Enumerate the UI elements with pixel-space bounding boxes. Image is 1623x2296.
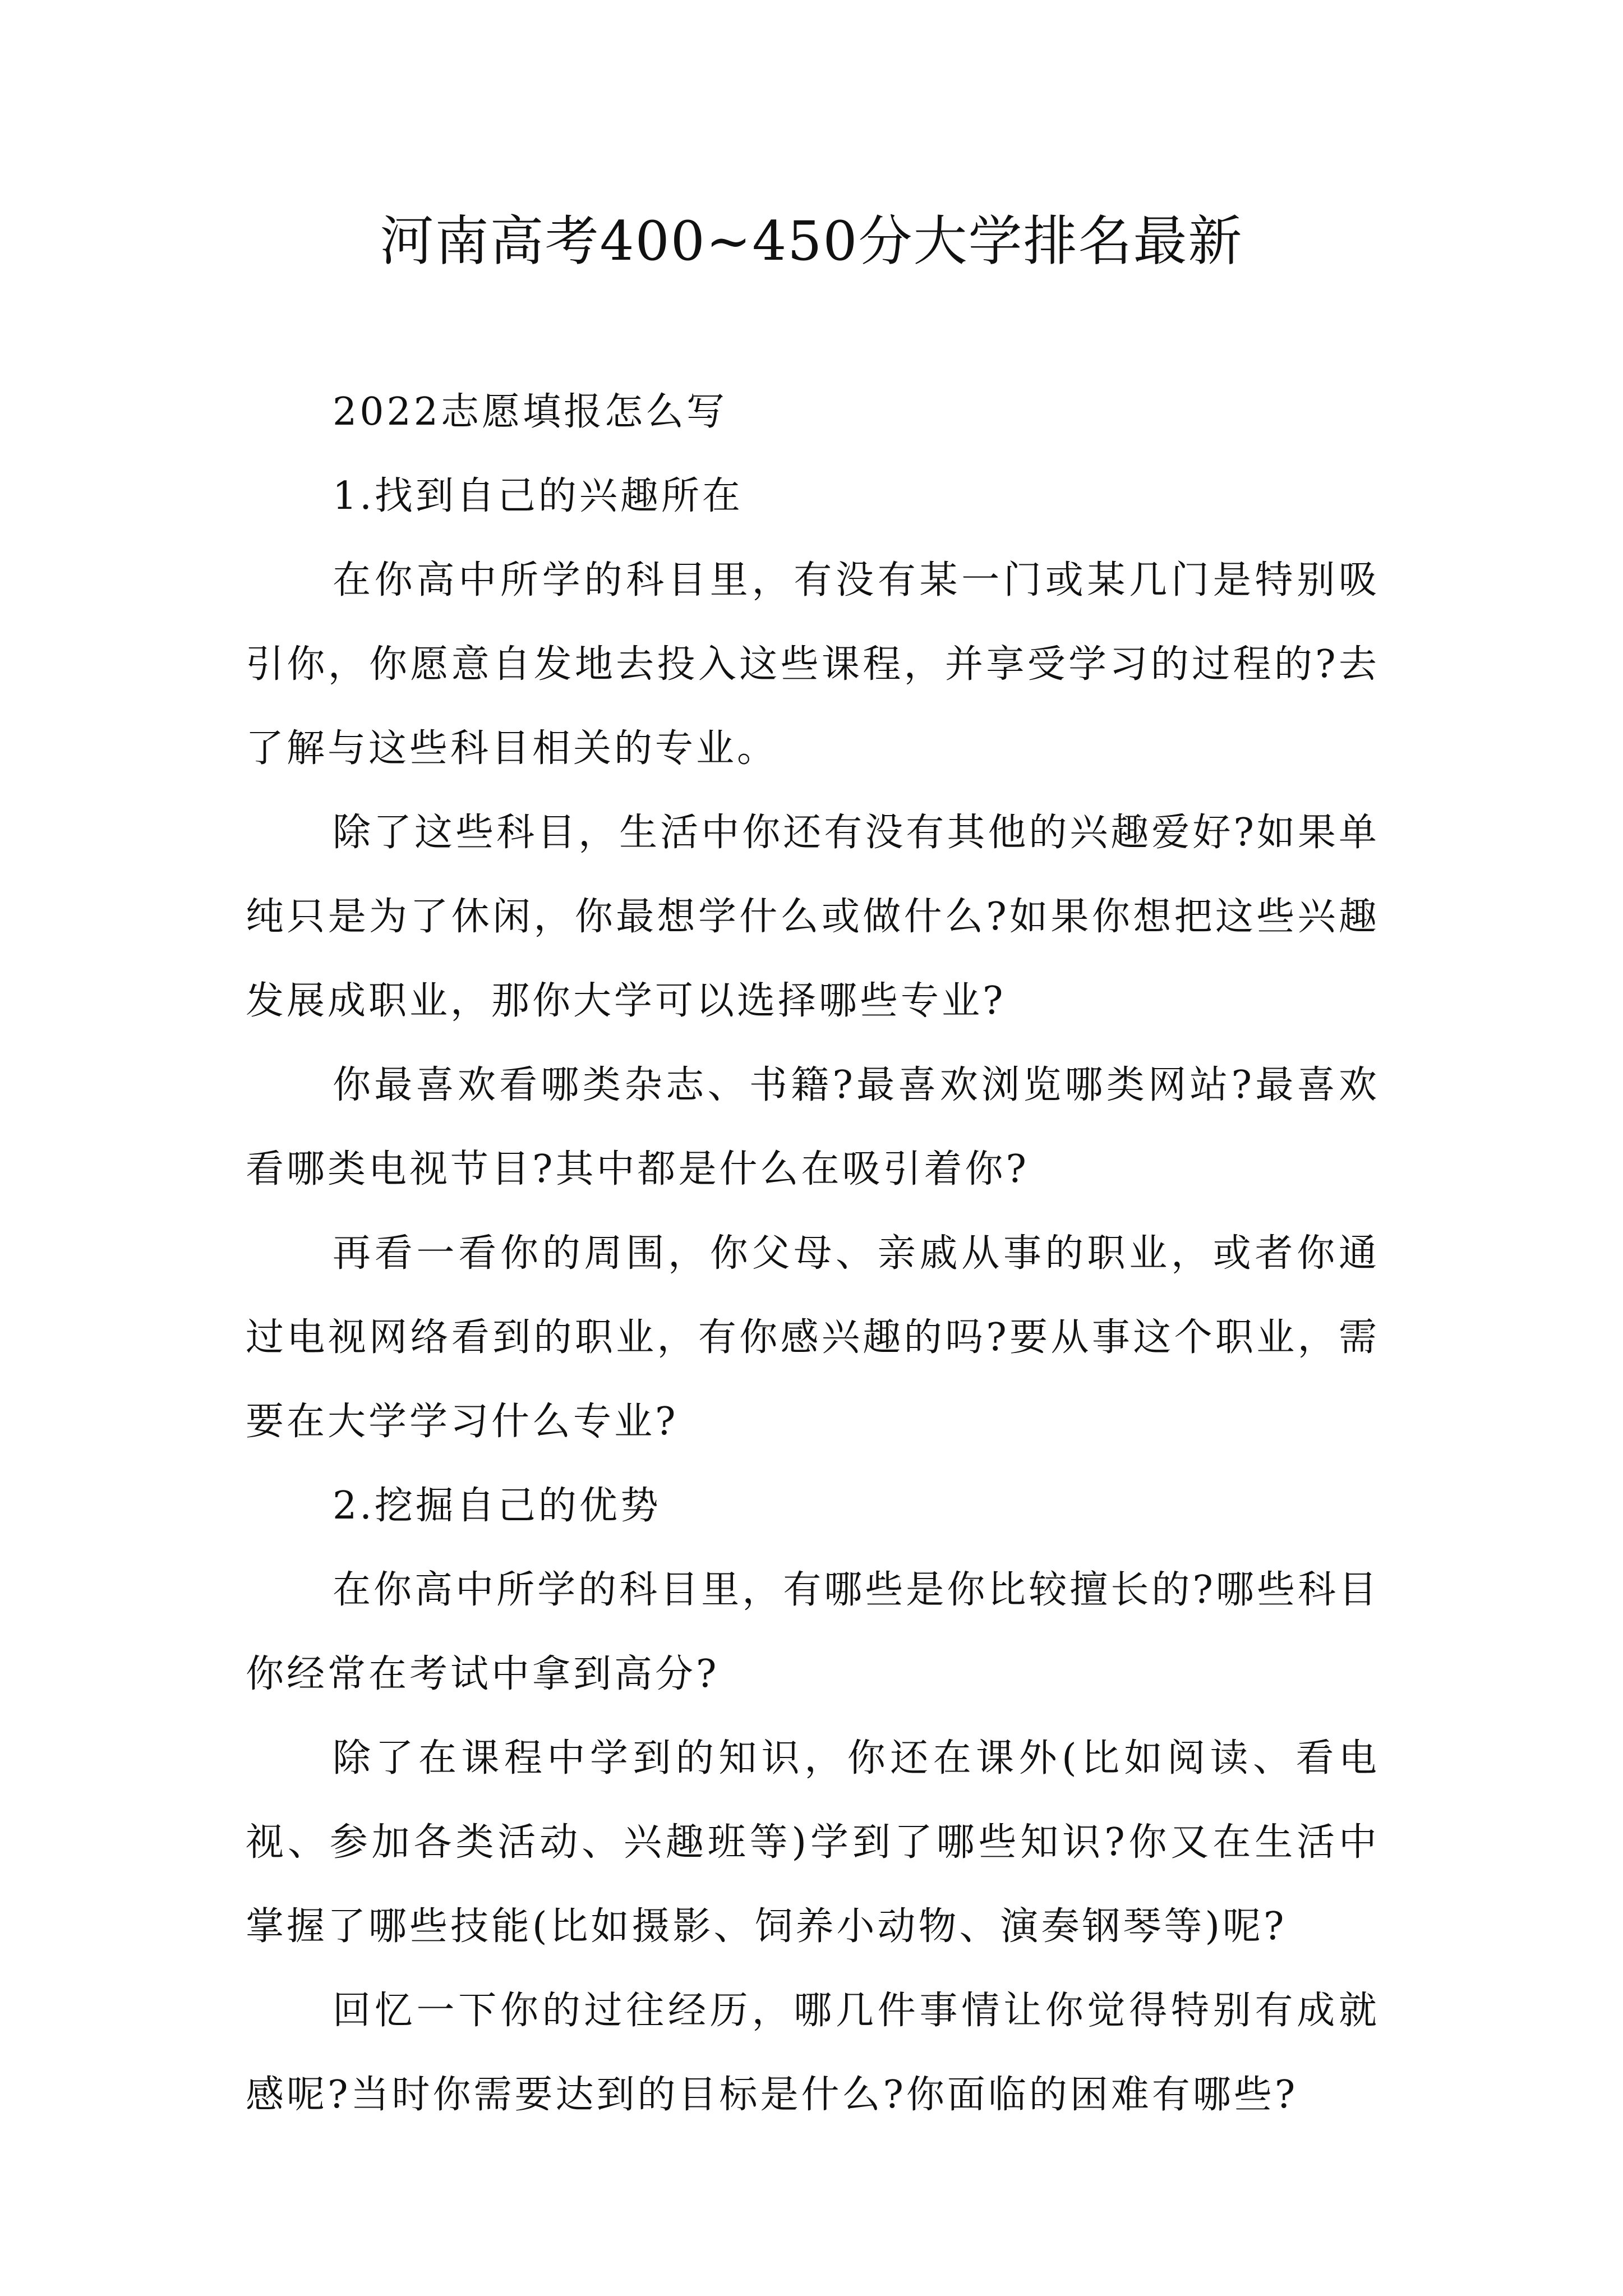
document-title: 河南高考400~450分大学排名最新	[380, 210, 1243, 273]
paragraph: 除了在课程中学到的知识，你还在课外(比如阅读、看电视、参加各类活动、兴趣班等)学到了哪些知识?你又在生活中掌握了哪些技能(比如摄影、饲养小动物、演奏钢琴等)呢?	[246, 1736, 1380, 1949]
document-body	[246, 370, 1380, 2137]
paragraph: 再看一看你的周围，你父母、亲戚从事的职业，或者你通过电视网络看到的职业，有你感兴趣的吗?要从事这个职业，需要在大学学习什么专业?	[246, 1231, 1380, 1444]
paragraph: 除了这些科目，生活中你还有没有其他的兴趣爱好?如果单纯只是为了休闲，你最想学什么或做什么?如果你想把这些兴趣发展成职业，那你大学可以选择哪些专业?	[246, 811, 1380, 1023]
paragraph-step-2-heading: 2.挖掘自己的优势	[333, 1484, 661, 1528]
paragraph-step-1-heading: 1.找到自己的兴趣所在	[333, 474, 743, 518]
paragraph: 你最喜欢看哪类杂志、书籍?最喜欢浏览哪类网站?最喜欢看哪类电视节目?其中都是什么在吸引着你?	[246, 1063, 1380, 1191]
paragraph-section-heading: 2022志愿填报怎么写	[333, 390, 728, 434]
paragraph: 在你高中所学的科目里，有没有某一门或某几门是特别吸引你，你愿意自发地去投入这些课程，并享受学习的过程的?去了解与这些科目相关的专业。	[246, 558, 1380, 771]
paragraph: 回忆一下你的过往经历，哪几件事情让你觉得特别有成就感呢?当时你需要达到的目标是什么?你面临的困难有哪些?	[246, 1989, 1380, 2117]
paragraph: 在你高中所学的科目里，有哪些是你比较擅长的?哪些科目你经常在考试中拿到高分?	[246, 1568, 1380, 1696]
